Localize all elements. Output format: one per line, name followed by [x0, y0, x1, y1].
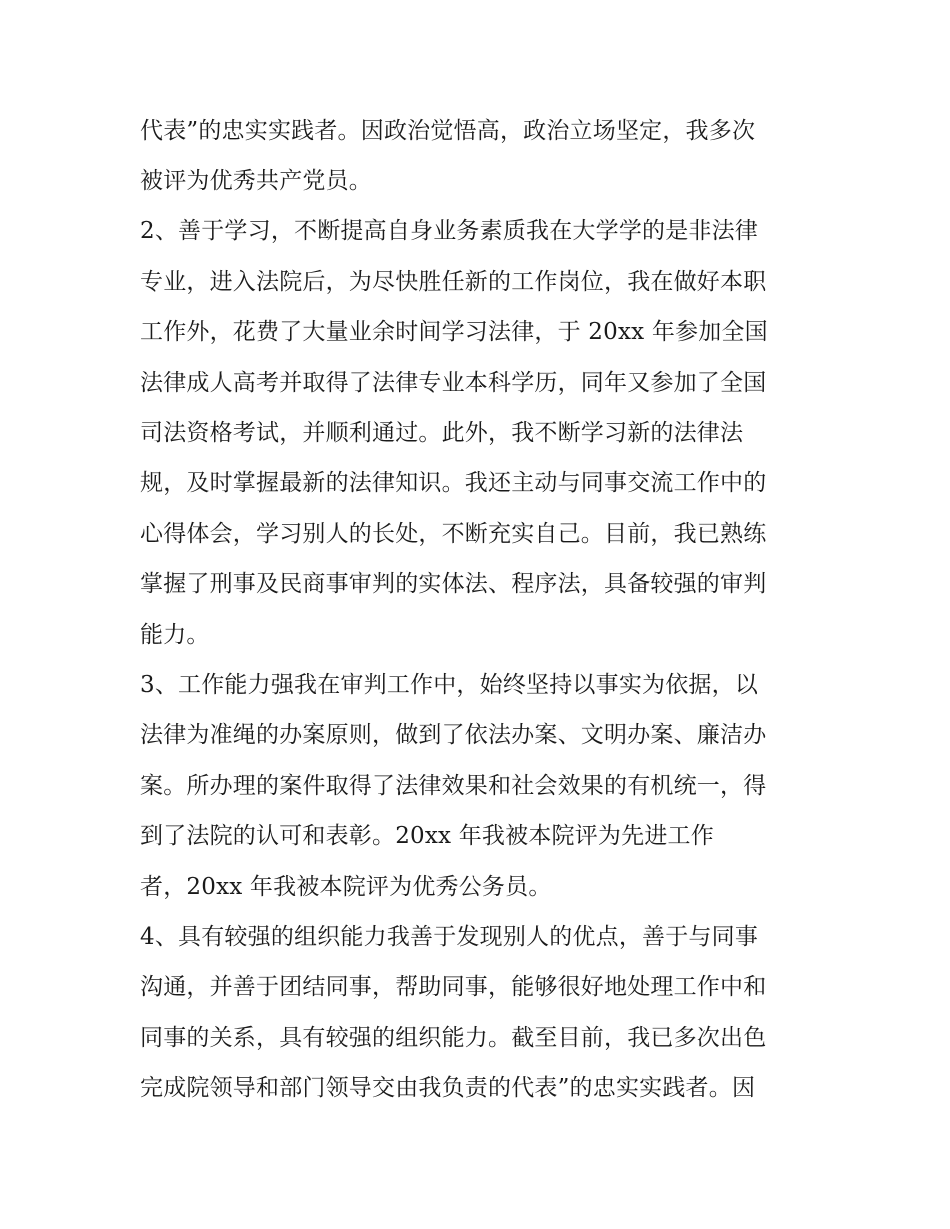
text-line: 3、工作能力强我在审判工作中，始终坚持以事实为依据，以 [140, 672, 759, 698]
text-line: 被评为优秀共产党员。 [140, 168, 372, 194]
text-line: 工作外，花费了大量业余时间学习法律，于 20xx 年参加全国 [140, 319, 768, 345]
text-line: 法律为准绳的办案原则，做到了依法办案、文明办案、廉洁办 [140, 722, 767, 748]
text-line: 法律成人高考并取得了法律专业本科学历，同年又参加了全国 [140, 370, 767, 396]
text-line: 能力。 [140, 622, 210, 648]
text-line: 代表”的忠实实践者。因政治觉悟高，政治立场坚定，我多次 [140, 118, 756, 144]
text-line: 案。所办理的案件取得了法律效果和社会效果的有机统一，得 [140, 773, 767, 799]
text-line: 掌握了刑事及民商事审判的实体法、程序法，具备较强的审判 [140, 571, 767, 597]
text-line: 到了法院的认可和表彰。20xx 年我被本院评为先进工作 [140, 823, 714, 849]
text-line: 心得体会，学习别人的长处，不断充实自己。目前，我已熟练 [140, 521, 767, 547]
text-line: 同事的关系，具有较强的组织能力。截至目前，我已多次出色 [140, 1025, 767, 1051]
text-line: 司法资格考试，并顺利通过。此外，我不断学习新的法律法 [140, 420, 744, 446]
text-line: 沟通，并善于团结同事，帮助同事，能够很好地处理工作中和 [140, 974, 767, 1000]
text-line: 4、具有较强的组织能力我善于发现别人的优点，善于与同事 [140, 924, 759, 950]
text-line: 2、善于学习，不断提高自身业务素质我在大学学的是非法律 [140, 218, 759, 244]
text-line: 者，20xx 年我被本院评为优秀公务员。 [140, 874, 552, 900]
text-line: 专业，进入法院后，为尽快胜任新的工作岗位，我在做好本职 [140, 269, 767, 295]
text-line: 完成院领导和部门领导交由我负责的代表”的忠实实践者。因 [140, 1075, 756, 1101]
text-line: 规，及时掌握最新的法律知识。我还主动与同事交流工作中的 [140, 470, 767, 496]
